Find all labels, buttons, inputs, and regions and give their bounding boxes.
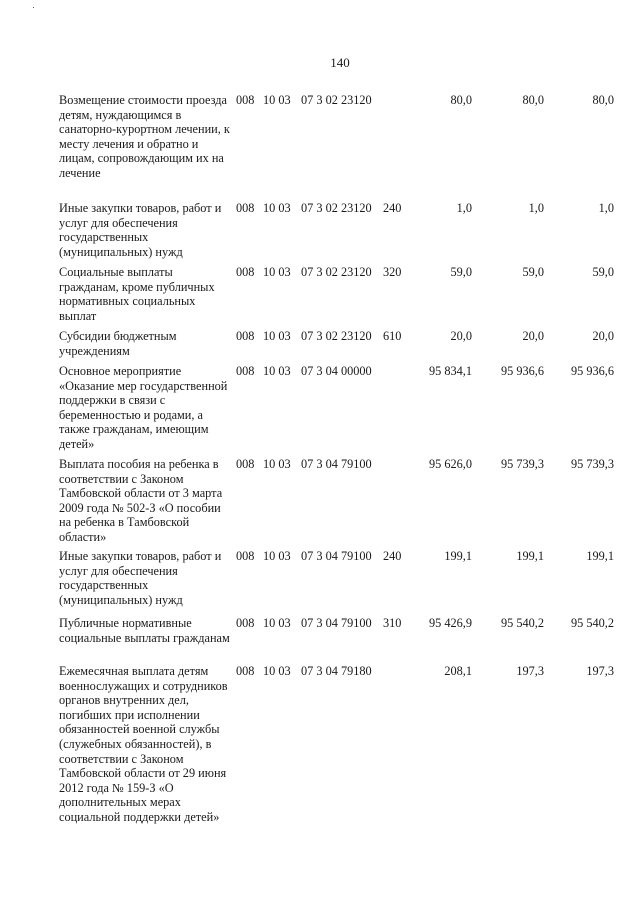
row-ved-code: 008 [236, 364, 255, 378]
row-name: Основное мероприятие «Оказание мер государственной поддержки в связи с беременностью и родами, а также гражданам, имеющим детей» [59, 364, 228, 451]
row-amount-year2: 80,0 [522, 93, 544, 107]
row-amount-year3: 20,0 [592, 329, 614, 343]
scan-artifact-dot [33, 7, 34, 8]
row-target-code: 07 3 02 23120 [301, 329, 372, 343]
row-amount-year1: 208,1 [444, 664, 472, 678]
row-amount-year2: 199,1 [516, 549, 544, 563]
row-amount-year2: 20,0 [522, 329, 544, 343]
row-target-code: 07 3 04 79100 [301, 549, 372, 563]
row-amount-year1: 95 426,9 [428, 616, 472, 630]
row-target-code: 07 3 04 00000 [301, 364, 372, 378]
row-target-code: 07 3 02 23120 [301, 93, 372, 107]
row-ved-code: 008 [236, 457, 255, 471]
row-section-code: 10 03 [263, 616, 291, 630]
row-section-code: 10 03 [263, 201, 291, 215]
row-amount-year3: 197,3 [586, 664, 614, 678]
row-section-code: 10 03 [263, 364, 291, 378]
row-expense-type: 610 [383, 329, 402, 343]
row-name: Ежемесячная выплата детям военнослужащих и сотрудников органов внутренних дел, погибших при исполнении обязанностей военной службы (служебных обязанностей), в соответствии с Законом Тамбовской области от 29 июня 2012 года № 159-З «О дополнительных мерах социальной поддержки детей» [59, 664, 228, 824]
row-section-code: 10 03 [263, 457, 291, 471]
row-amount-year1: 95 626,0 [428, 457, 472, 471]
row-amount-year3: 199,1 [586, 549, 614, 563]
row-target-code: 07 3 04 79100 [301, 457, 372, 471]
row-ved-code: 008 [236, 265, 255, 279]
row-amount-year2: 197,3 [516, 664, 544, 678]
row-target-code: 07 3 04 79180 [301, 664, 372, 678]
row-section-code: 10 03 [263, 329, 291, 343]
row-name: Социальные выплаты гражданам, кроме публичных нормативных социальных выплат [59, 265, 215, 323]
row-amount-year1: 95 834,1 [428, 364, 472, 378]
row-ved-code: 008 [236, 664, 255, 678]
row-name: Иные закупки товаров, работ и услуг для обеспечения государственных (муниципальных) нужд [59, 549, 222, 607]
row-target-code: 07 3 02 23120 [301, 265, 372, 279]
row-ved-code: 008 [236, 549, 255, 563]
row-amount-year3: 80,0 [592, 93, 614, 107]
row-ved-code: 008 [236, 329, 255, 343]
row-target-code: 07 3 04 79100 [301, 616, 372, 630]
row-amount-year3: 95 540,2 [570, 616, 614, 630]
row-amount-year1: 1,0 [456, 201, 472, 215]
page-number: 140 [330, 55, 350, 70]
row-amount-year2: 1,0 [528, 201, 544, 215]
row-expense-type: 240 [383, 549, 402, 563]
row-amount-year1: 59,0 [450, 265, 472, 279]
row-name: Субсидии бюджетным учреждениям [59, 329, 177, 358]
row-amount-year1: 199,1 [444, 549, 472, 563]
row-expense-type: 310 [383, 616, 402, 630]
row-ved-code: 008 [236, 616, 255, 630]
row-section-code: 10 03 [263, 549, 291, 563]
row-name: Выплата пособия на ребенка в соответствии с Законом Тамбовской области от 3 марта 2009 года № 502-З «О пособии на ребенка в Тамбовской области» [59, 457, 223, 544]
row-amount-year3: 95 739,3 [570, 457, 614, 471]
row-amount-year1: 20,0 [450, 329, 472, 343]
row-ved-code: 008 [236, 93, 255, 107]
row-amount-year3: 1,0 [598, 201, 614, 215]
row-expense-type: 240 [383, 201, 402, 215]
row-section-code: 10 03 [263, 265, 291, 279]
row-amount-year2: 95 936,6 [500, 364, 544, 378]
row-name: Иные закупки товаров, работ и услуг для обеспечения государственных (муниципальных) нужд [59, 201, 222, 259]
row-target-code: 07 3 02 23120 [301, 201, 372, 215]
row-name: Возмещение стоимости проезда детям, нуждающимся в санаторно-курортном лечении, к месту лечения и обратно и лицам, сопровождающим их на лечение [59, 93, 230, 180]
row-amount-year2: 59,0 [522, 265, 544, 279]
row-amount-year2: 95 739,3 [500, 457, 544, 471]
row-name: Публичные нормативные социальные выплаты гражданам [59, 616, 230, 645]
row-section-code: 10 03 [263, 664, 291, 678]
row-amount-year3: 95 936,6 [570, 364, 614, 378]
row-amount-year2: 95 540,2 [500, 616, 544, 630]
row-amount-year1: 80,0 [450, 93, 472, 107]
row-amount-year3: 59,0 [592, 265, 614, 279]
row-ved-code: 008 [236, 201, 255, 215]
row-expense-type: 320 [383, 265, 402, 279]
row-section-code: 10 03 [263, 93, 291, 107]
